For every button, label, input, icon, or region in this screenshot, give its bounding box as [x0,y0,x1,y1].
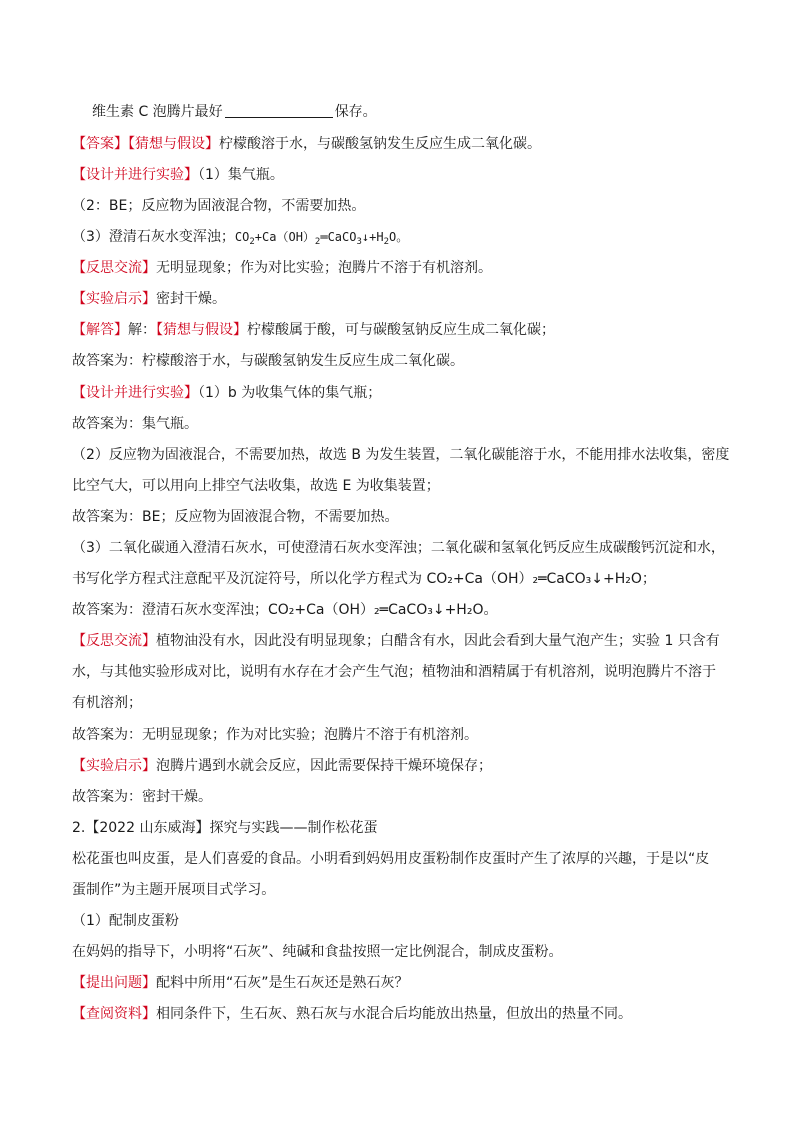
question-line [72,1004,732,1024]
line-text: 密封干燥。 [156,291,226,307]
line-text: 保存。 [334,104,377,120]
line-text: 维生素 C 泡腾片最好 [92,104,223,120]
answer-blank [225,103,333,118]
question-title: 探究与实践——制作松花蛋 [209,820,378,836]
line-text: （1）b 为收集气体的集气瓶； [198,385,382,401]
solution-line [72,445,732,465]
line-text: 蛋制作”为主题开展项目式学习。 [72,882,276,898]
line-text: 故答案为：集气瓶。 [72,416,198,432]
line-text: 柠檬酸溶于水，与碳酸氢钠发生反应生成二氧化碳。 [219,136,541,152]
section-tag: 【实验启示】 [72,758,156,774]
answer-line [72,196,732,216]
line-text: 故答案为：无明显现象；作为对比实验；泡腾片不溶于有机溶剂。 [72,727,478,743]
fill-blank-line [92,102,752,122]
question-line [72,942,732,962]
question-line [72,849,732,869]
line-text: （1）配制皮蛋粉 [72,913,179,929]
line-text: 相同条件下，生石灰、熟石灰与水混合后均能放出热量，但放出的热量不同。 [156,1006,632,1022]
line-text: 在妈妈的指导下，小明将“石灰”、纯碱和食盐按照一定比例混合，制成皮蛋粉。 [72,944,563,960]
solution-line [72,569,732,589]
section-tag: 【设计并进行实验】 [72,167,198,183]
answer-line [72,258,732,278]
solution-line [72,787,732,807]
equation-line [72,227,732,247]
solution-line [72,320,732,340]
solution-line [72,507,732,527]
line-text: 比空气大，可以用向上排空气法收集，故选 E 为收集装置； [72,478,440,494]
line-text: 泡腾片遇到水就会反应，因此需要保持干燥环境保存； [156,758,492,774]
section-tag: 【解答】 [72,322,128,338]
question-line [72,973,732,993]
question-line [72,880,732,900]
question-heading [72,818,732,838]
solution-line [72,476,732,496]
section-tag: 【提出问题】 [72,975,156,991]
question-number: 2. [72,820,86,836]
section-tag: 【查阅资料】 [72,1006,156,1022]
section-tag: 【猜想与假设】 [156,322,247,338]
section-tag: 【反思交流】 [72,633,156,649]
solution-line [72,351,732,371]
solution-line [72,414,732,434]
line-text: 有机溶剂； [72,695,142,711]
line-text: 松花蛋也叫皮蛋，是人们喜爱的食品。小明看到妈妈用皮蛋粉制作皮蛋时产生了浓厚的兴趣，于是以“皮 [72,851,710,867]
line-text: （2）反应物为固液混合，不需要加热，故选 B 为发生装置，二氧化碳能溶于水，不能用排水法收集，密度 [72,447,730,463]
solution-line [72,600,732,620]
line-text: 故答案为：密封干燥。 [72,789,212,805]
answer-line [72,289,732,309]
chemical-equation: $CO_2+Ca(OH)_2═CaCO_3↓+H_2O$。 [234,230,409,247]
solution-line [72,693,732,713]
line-text: 故答案为：澄清石灰水变浑浊；CO₂+Ca（OH）₂═CaCO₃↓+H₂O。 [72,602,498,618]
line-text: 故答案为：柠檬酸溶于水，与碳酸氢钠发生反应生成二氧化碳。 [72,353,464,369]
answer-line [72,165,732,185]
section-tag: 【反思交流】 [72,260,156,276]
line-text: 无明显现象；作为对比实验；泡腾片不溶于有机溶剂。 [156,260,492,276]
solution-line [72,725,732,745]
solution-line [72,631,732,651]
line-text: 故答案为：BE；反应物为固液混合物，不需要加热。 [72,509,399,525]
line-text: （1）集气瓶。 [198,167,284,183]
line-text: 柠檬酸属于酸，可与碳酸氢钠反应生成二氧化碳； [247,322,555,338]
section-tag: 【实验启示】 [72,291,156,307]
section-tag: 【设计并进行实验】 [72,385,198,401]
question-source: 【2022 山东威海】 [85,820,210,836]
line-text: 解： [128,322,156,338]
answer-line [72,134,732,154]
question-line [72,911,732,931]
line-text: （2：BE；反应物为固液混合物，不需要加热。 [72,198,366,214]
solution-line [72,383,732,403]
line-text: 书写化学方程式注意配平及沉淀符号，所以化学方程式为 CO₂+Ca（OH）₂═CaCO₃↓+H₂O； [72,571,656,587]
section-tag: 【答案】【猜想与假设】 [72,136,219,152]
solution-line [72,538,732,558]
line-text: 配料中所用“石灰”是生石灰还是熟石灰？ [156,975,409,991]
line-text: 水，与其他实验形成对比，说明有水存在才会产生气泡；植物油和酒精属于有机溶剂，说明泡腾片不溶于 [72,664,716,680]
solution-line [72,662,732,682]
line-text: 植物油没有水，因此没有明显现象；白醋含有水，因此会看到大量气泡产生；实验 1 只含有 [156,633,720,649]
line-text: （3）二氧化碳通入澄清石灰水，可使澄清石灰水变浑浊；二氧化碳和氢氧化钙反应生成碳酸钙沉淀和水， [72,540,725,556]
solution-line [72,756,732,776]
line-text: （3）澄清石灰水变浑浊； [72,229,235,245]
